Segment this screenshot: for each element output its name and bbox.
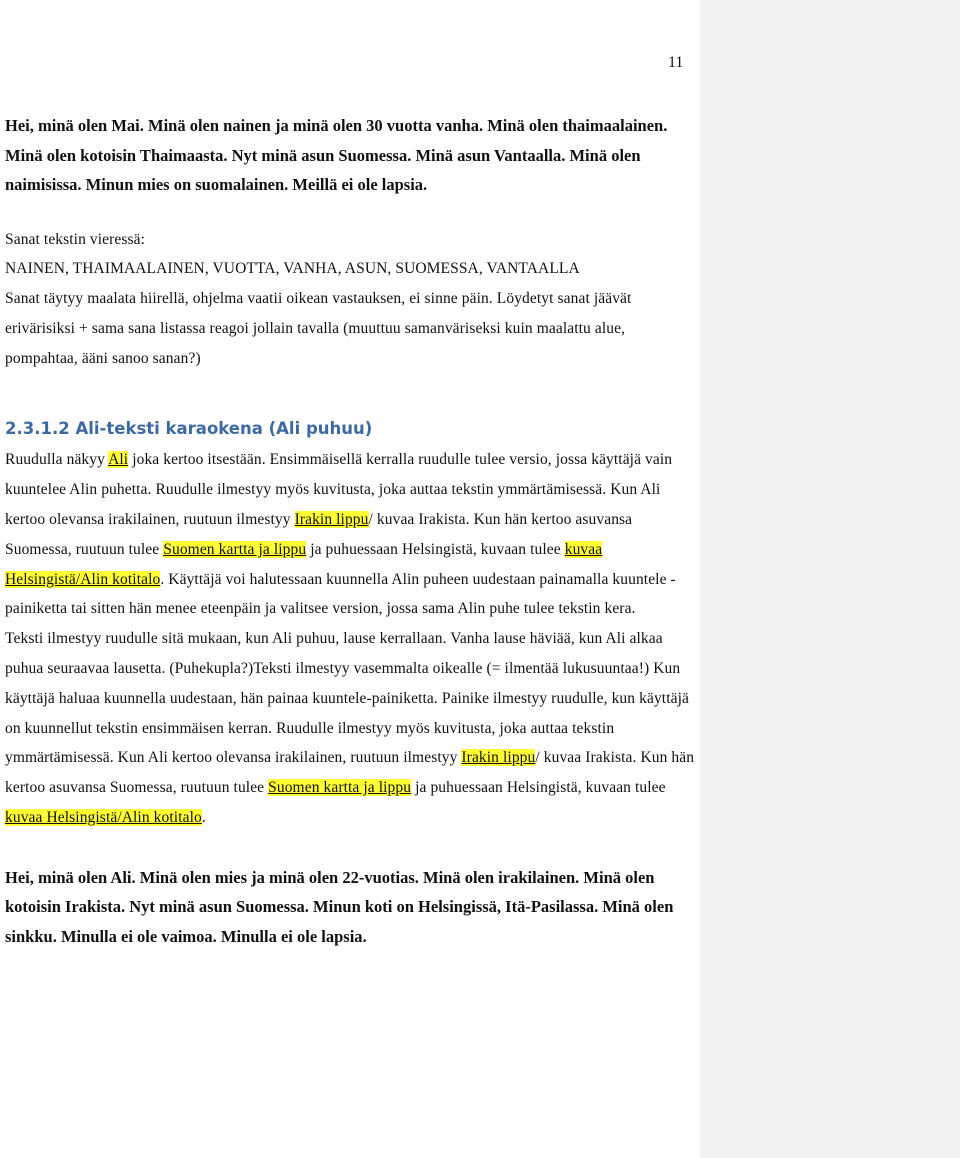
words-label: Sanat tekstin vieressä: — [5, 230, 146, 248]
text-run: Teksti ilmestyy ruudulle sitä mukaan, kun Ali puhuu, lause kerrallaan. Vanha lause häviää, kun Ali alkaa puhua seuraavaa lausetta. (Puhekupla?)Teksti ilmestyy vasemmalta oikealle (= ilmentää lukusuuntaa!) Kun käyttäjä haluaa kuunnella uudestaan, hän painaa kuuntele-painiketta. Painike ilmestyy ruudulle, kun käyttäjä on kuunnellut tekstin ensimmäisen kerran. Ruudulle ilmestyy myös kuvitusta, joka auttaa tekstin ymmärtämisessä. Kun Ali kertoo olevansa irakilainen, ruutuun ilmestyy — [5, 630, 689, 767]
page-number: 11 — [668, 54, 684, 71]
mai-intro-text: Hei, minä olen Mai. Minä olen nainen ja minä olen 30 vuotta vanha. Minä olen thaimaalainen. Minä olen kotoisin Thaimaasta. Nyt minä asun Suomessa. Minä asun Vantaalla. Minä olen naimisissa. Minun mies on suomalainen. Meillä ei ole lapsia. — [5, 116, 668, 194]
word-task-block — [5, 225, 697, 374]
instructions-text: Sanat täytyy maalata hiirellä, ohjelma vaatii oikean vastauksen, ei sinne päin. Löydetyt sanat jäävät erivärisiksi + sama sana listassa reagoi jollain tavalla (muuttuu samanväriseksi kuin maalattu alue, pompahtaa, ääni sanoo sanan?) — [5, 290, 632, 367]
page-content — [5, 111, 697, 951]
paragraph-2 — [5, 624, 697, 833]
text-run: joka kertoo itsestään. Ensimmäisellä kerralla ruudulle tulee versio, jossa käyttäjä vain kuuntelee Alin puhetta. Ruudulle ilmestyy myös kuvitusta, joka auttaa tekstin ymmärtämisessä. Kun Ali kertoo olevansa irakilainen, ruutuun ilmestyy — [5, 451, 673, 529]
highlight-finland-map: Suomen kartta ja lippu — [268, 779, 412, 797]
comment-margin-panel — [700, 0, 960, 1158]
text-run: ja puhuessaan Helsingistä, kuvaan tulee — [411, 779, 666, 797]
text-run: / kuvaa Irakista. Kun hän kertoo asuvansa Suomessa, ruutuun tulee — [5, 749, 695, 797]
text-run: Ruudulla näkyy — [5, 451, 109, 469]
section-heading: 2.3.1.2 Ali-teksti karaokena (Ali puhuu) — [5, 419, 373, 439]
mai-intro-block — [5, 111, 697, 200]
highlight-ali: Ali — [108, 451, 129, 469]
paragraph-1 — [5, 445, 697, 624]
karaoke-description — [5, 445, 697, 832]
text-run: ja puhuessaan Helsingistä, kuvaan tulee — [306, 540, 565, 558]
ali-intro-block — [5, 863, 697, 952]
highlight-helsinki: kuvaa Helsingistä/Alin kotitalo — [5, 809, 202, 827]
words-list: NAINEN, THAIMAALAINEN, VUOTTA, VANHA, ASUN, SUOMESSA, VANTAALLA — [5, 260, 580, 278]
highlight-iraq-flag: Irakin lippu — [294, 511, 369, 529]
highlight-iraq-flag: Irakin lippu — [461, 749, 536, 767]
text-run: . Käyttäjä voi halutessaan kuunnella Alin puheen uudestaan painamalla kuuntele -painiketta tai sitten hän menee eteenpäin ja valitsee version, jossa sama Alin puhe tulee tekstin kera. — [5, 570, 676, 618]
highlight-finland-map: Suomen kartta ja lippu — [163, 540, 307, 558]
text-run: / kuvaa Irakista. Kun hän kertoo asuvansa Suomessa, ruutuun tulee — [5, 511, 633, 558]
highlight-helsinki: kuvaa Helsingistä/Alin kotitalo — [5, 540, 603, 588]
ali-intro-text: Hei, minä olen Ali. Minä olen mies ja minä olen 22-vuotias. Minä olen irakilainen. Minä olen kotoisin Irakista. Nyt minä asun Suomessa. Minun koti on Helsingissä, Itä-Pasilassa. Minä olen sinkku. Minulla ei ole vaimoa. Minulla ei ole lapsia. — [5, 867, 674, 946]
text-run: . — [201, 809, 206, 827]
